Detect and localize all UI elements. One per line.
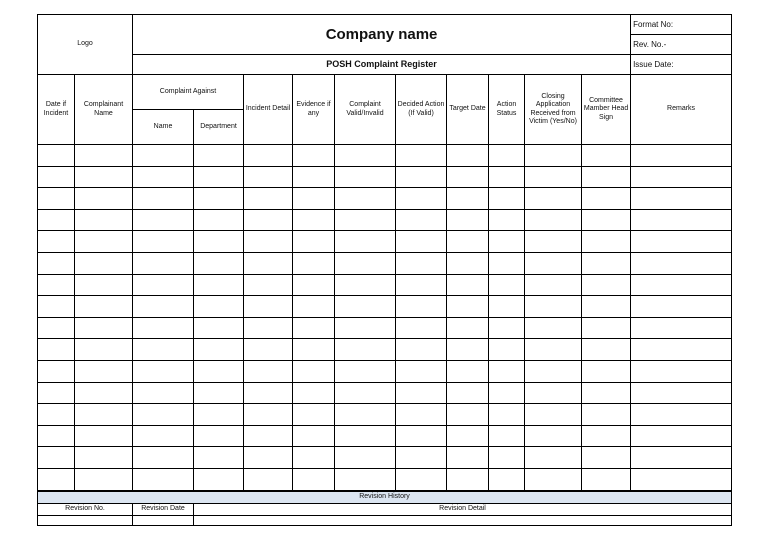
table-cell[interactable] [244, 188, 293, 210]
table-cell[interactable] [396, 231, 447, 253]
table-row [38, 166, 732, 188]
table-cell[interactable] [447, 231, 489, 253]
table-cell[interactable] [293, 339, 335, 361]
table-cell[interactable] [631, 339, 732, 361]
table-row [38, 231, 732, 253]
table-cell[interactable] [133, 166, 194, 188]
col-department: Department [194, 110, 244, 145]
col-evidence: Evidence if any [293, 75, 335, 145]
table-cell[interactable] [293, 425, 335, 447]
table-cell[interactable] [293, 274, 335, 296]
table-cell[interactable] [447, 166, 489, 188]
table-cell[interactable] [75, 404, 133, 426]
table-cell[interactable] [396, 404, 447, 426]
table-row [38, 404, 732, 426]
table-cell[interactable] [293, 317, 335, 339]
table-cell[interactable] [489, 145, 525, 167]
table-cell[interactable] [447, 274, 489, 296]
table-cell[interactable] [133, 252, 194, 274]
table-cell[interactable] [133, 317, 194, 339]
col-committee-member: Committee Mamber Head Sign [582, 75, 631, 145]
table-cell[interactable] [631, 145, 732, 167]
table-cell[interactable] [631, 447, 732, 469]
table-cell[interactable] [582, 231, 631, 253]
revision-table [37, 491, 732, 526]
table-cell[interactable] [38, 382, 75, 404]
table-cell[interactable] [75, 296, 133, 318]
table-cell[interactable] [489, 188, 525, 210]
table-row [38, 447, 732, 469]
table-cell[interactable] [525, 274, 582, 296]
table-cell[interactable] [244, 209, 293, 231]
issue-date: Issue Date: [631, 55, 732, 75]
table-cell[interactable] [489, 447, 525, 469]
table-cell[interactable] [194, 188, 244, 210]
table-cell[interactable] [244, 231, 293, 253]
table-cell[interactable] [38, 188, 75, 210]
table-cell[interactable] [335, 145, 396, 167]
table-cell[interactable] [293, 166, 335, 188]
table-cell[interactable] [133, 468, 194, 490]
table-cell[interactable] [244, 166, 293, 188]
table-cell[interactable] [38, 145, 75, 167]
table-cell[interactable] [194, 468, 244, 490]
table-cell[interactable] [293, 188, 335, 210]
table-cell[interactable] [75, 360, 133, 382]
table-cell[interactable] [244, 296, 293, 318]
table-cell[interactable] [38, 447, 75, 469]
table-cell[interactable] [38, 274, 75, 296]
table-cell[interactable] [447, 145, 489, 167]
table-cell[interactable] [38, 468, 75, 490]
table-cell[interactable] [447, 382, 489, 404]
table-cell[interactable] [244, 382, 293, 404]
col-complaint-valid: Complaint Valid/Invalid [335, 75, 396, 145]
table-cell[interactable] [38, 425, 75, 447]
table-cell[interactable] [582, 425, 631, 447]
table-cell[interactable] [489, 252, 525, 274]
table-cell[interactable] [631, 252, 732, 274]
table-cell[interactable] [194, 274, 244, 296]
table-cell[interactable] [133, 360, 194, 382]
table-cell[interactable] [582, 252, 631, 274]
table-cell[interactable] [447, 317, 489, 339]
table-cell[interactable] [447, 447, 489, 469]
table-cell[interactable] [194, 404, 244, 426]
table-cell[interactable] [293, 145, 335, 167]
table-cell[interactable] [335, 231, 396, 253]
table-cell[interactable] [133, 404, 194, 426]
col-remarks: Remarks [631, 75, 732, 145]
table-cell[interactable] [396, 468, 447, 490]
table-cell[interactable] [194, 317, 244, 339]
table-row [38, 339, 732, 361]
table-cell[interactable] [582, 166, 631, 188]
table-cell[interactable] [75, 166, 133, 188]
table-cell[interactable] [396, 274, 447, 296]
table-cell[interactable] [525, 382, 582, 404]
rev-no: Rev. No.- [631, 35, 732, 55]
table-cell[interactable] [582, 145, 631, 167]
table-row [38, 382, 732, 404]
col-name: Name [133, 110, 194, 145]
company-name: Company name [133, 15, 631, 55]
table-row [38, 468, 732, 490]
table-cell[interactable] [525, 317, 582, 339]
table-cell[interactable] [582, 296, 631, 318]
table-cell[interactable] [525, 166, 582, 188]
table-cell[interactable] [293, 231, 335, 253]
table-cell[interactable] [489, 231, 525, 253]
table-cell[interactable] [38, 231, 75, 253]
table-cell[interactable] [489, 317, 525, 339]
table-cell[interactable] [133, 382, 194, 404]
posh-register-sheet [37, 14, 731, 526]
table-cell[interactable] [335, 425, 396, 447]
table-cell[interactable] [335, 404, 396, 426]
table-cell[interactable] [396, 447, 447, 469]
table-cell[interactable] [447, 252, 489, 274]
table-row [38, 317, 732, 339]
table-row [38, 252, 732, 274]
table-cell[interactable] [75, 425, 133, 447]
table-cell[interactable] [75, 468, 133, 490]
table-cell[interactable] [489, 274, 525, 296]
table-cell[interactable] [194, 252, 244, 274]
table-row [38, 188, 732, 210]
table-cell[interactable] [489, 209, 525, 231]
table-cell[interactable] [489, 166, 525, 188]
table-cell[interactable] [631, 382, 732, 404]
table-cell[interactable] [133, 447, 194, 469]
table-cell[interactable] [582, 360, 631, 382]
table-cell[interactable] [244, 360, 293, 382]
table-cell[interactable] [489, 425, 525, 447]
table-cell[interactable] [244, 404, 293, 426]
table-cell[interactable] [293, 360, 335, 382]
table-cell[interactable] [293, 209, 335, 231]
table-cell[interactable] [335, 317, 396, 339]
table-cell[interactable] [582, 382, 631, 404]
table-row [38, 274, 732, 296]
col-date-of-incident: Date if Incident [38, 75, 75, 145]
table-cell[interactable] [38, 166, 75, 188]
table-cell[interactable] [194, 231, 244, 253]
table-cell[interactable] [631, 274, 732, 296]
revision-no-cell[interactable] [38, 515, 133, 525]
col-complainant-name: Complainant Name [75, 75, 133, 145]
format-no: Format No: [631, 15, 732, 35]
table-cell[interactable] [582, 339, 631, 361]
table-cell[interactable] [489, 382, 525, 404]
table-cell[interactable] [75, 231, 133, 253]
table-cell[interactable] [335, 209, 396, 231]
table-cell[interactable] [335, 468, 396, 490]
table-cell[interactable] [631, 468, 732, 490]
table-cell[interactable] [194, 296, 244, 318]
table-cell[interactable] [631, 425, 732, 447]
table-cell[interactable] [582, 447, 631, 469]
table-cell[interactable] [194, 145, 244, 167]
table-cell[interactable] [525, 252, 582, 274]
table-cell[interactable] [525, 231, 582, 253]
table-cell[interactable] [489, 468, 525, 490]
table-cell[interactable] [447, 296, 489, 318]
table-cell[interactable] [38, 317, 75, 339]
table-cell[interactable] [525, 425, 582, 447]
table-cell[interactable] [489, 360, 525, 382]
table-cell[interactable] [582, 274, 631, 296]
table-cell[interactable] [194, 382, 244, 404]
table-cell[interactable] [244, 145, 293, 167]
table-cell[interactable] [133, 339, 194, 361]
table-cell[interactable] [396, 145, 447, 167]
table-cell[interactable] [582, 209, 631, 231]
table-cell[interactable] [75, 447, 133, 469]
table-cell[interactable] [396, 339, 447, 361]
table-cell[interactable] [631, 166, 732, 188]
table-cell[interactable] [631, 296, 732, 318]
table-cell[interactable] [447, 339, 489, 361]
table-cell[interactable] [335, 339, 396, 361]
table-cell[interactable] [244, 274, 293, 296]
table-cell[interactable] [194, 209, 244, 231]
table-cell[interactable] [293, 404, 335, 426]
table-cell[interactable] [525, 145, 582, 167]
table-cell[interactable] [396, 317, 447, 339]
table-cell[interactable] [525, 447, 582, 469]
table-cell[interactable] [38, 252, 75, 274]
table-cell[interactable] [293, 468, 335, 490]
table-cell[interactable] [335, 252, 396, 274]
table-cell[interactable] [194, 447, 244, 469]
table-cell[interactable] [489, 296, 525, 318]
table-cell[interactable] [582, 404, 631, 426]
table-cell[interactable] [447, 360, 489, 382]
table-cell[interactable] [447, 425, 489, 447]
table-cell[interactable] [489, 339, 525, 361]
col-action-status: Action Status [489, 75, 525, 145]
table-cell[interactable] [38, 339, 75, 361]
table-cell[interactable] [525, 360, 582, 382]
table-cell[interactable] [38, 360, 75, 382]
table-cell[interactable] [525, 404, 582, 426]
table-cell[interactable] [194, 360, 244, 382]
table-row [38, 360, 732, 382]
table-cell[interactable] [75, 188, 133, 210]
table-cell[interactable] [38, 296, 75, 318]
table-cell[interactable] [631, 231, 732, 253]
col-decided-action: Decided Action (If Valid) [396, 75, 447, 145]
table-cell[interactable] [133, 231, 194, 253]
table-row [38, 296, 732, 318]
table-cell[interactable] [244, 252, 293, 274]
revision-no-header: Revision No. [38, 503, 133, 515]
table-cell[interactable] [75, 252, 133, 274]
table-cell[interactable] [75, 382, 133, 404]
table-cell[interactable] [631, 209, 732, 231]
table-cell[interactable] [631, 404, 732, 426]
table-cell[interactable] [133, 145, 194, 167]
table-cell[interactable] [396, 382, 447, 404]
col-closing-application: Closing Application Received from Victim (Yes/No) [525, 75, 582, 145]
table-cell[interactable] [631, 188, 732, 210]
table-cell[interactable] [133, 296, 194, 318]
table-cell[interactable] [194, 339, 244, 361]
table-cell[interactable] [582, 468, 631, 490]
table-cell[interactable] [293, 296, 335, 318]
revision-date-cell[interactable] [133, 515, 194, 525]
table-cell[interactable] [447, 188, 489, 210]
table-cell[interactable] [38, 209, 75, 231]
table-cell[interactable] [396, 166, 447, 188]
table-cell[interactable] [396, 425, 447, 447]
table-cell[interactable] [133, 425, 194, 447]
table-cell[interactable] [335, 274, 396, 296]
table-cell[interactable] [335, 360, 396, 382]
revision-detail-header: Revision Detail [194, 503, 732, 515]
revision-detail-cell[interactable] [194, 515, 732, 525]
table-cell[interactable] [396, 209, 447, 231]
table-cell[interactable] [525, 468, 582, 490]
table-cell[interactable] [75, 339, 133, 361]
table-cell[interactable] [244, 447, 293, 469]
table-cell[interactable] [525, 209, 582, 231]
table-cell[interactable] [244, 425, 293, 447]
table-cell[interactable] [335, 382, 396, 404]
table-cell[interactable] [194, 166, 244, 188]
table-cell[interactable] [244, 339, 293, 361]
table-cell[interactable] [75, 317, 133, 339]
table-row [38, 425, 732, 447]
table-cell[interactable] [525, 188, 582, 210]
table-cell[interactable] [396, 296, 447, 318]
table-cell[interactable] [244, 317, 293, 339]
table-cell[interactable] [75, 209, 133, 231]
table-cell[interactable] [396, 188, 447, 210]
table-cell[interactable] [335, 296, 396, 318]
table-cell[interactable] [335, 188, 396, 210]
table-cell[interactable] [396, 252, 447, 274]
table-cell[interactable] [447, 209, 489, 231]
table-cell[interactable] [293, 252, 335, 274]
logo-cell: Logo [38, 15, 133, 75]
table-cell[interactable] [293, 382, 335, 404]
table-cell[interactable] [447, 404, 489, 426]
table-cell[interactable] [582, 317, 631, 339]
revision-history: Revision History [38, 491, 732, 503]
table-cell[interactable] [582, 188, 631, 210]
table-cell[interactable] [525, 296, 582, 318]
table-cell[interactable] [631, 360, 732, 382]
table-cell[interactable] [335, 166, 396, 188]
table-row [38, 145, 732, 167]
revision-date-header: Revision Date [133, 503, 194, 515]
table-cell[interactable] [631, 317, 732, 339]
col-complaint-against: Complaint Against [133, 75, 244, 110]
table-cell[interactable] [335, 447, 396, 469]
table-cell[interactable] [75, 145, 133, 167]
table-cell[interactable] [525, 339, 582, 361]
table-cell[interactable] [38, 404, 75, 426]
table-cell[interactable] [133, 274, 194, 296]
table-row [38, 209, 732, 231]
table-cell[interactable] [133, 188, 194, 210]
table-cell[interactable] [447, 468, 489, 490]
table-cell[interactable] [75, 274, 133, 296]
col-target-date: Target Date [447, 75, 489, 145]
table-cell[interactable] [396, 360, 447, 382]
table-cell[interactable] [244, 468, 293, 490]
register-table [37, 14, 732, 491]
table-cell[interactable] [293, 447, 335, 469]
col-incident-detail: Incident Detail [244, 75, 293, 145]
table-cell[interactable] [489, 404, 525, 426]
table-cell[interactable] [133, 209, 194, 231]
table-cell[interactable] [194, 425, 244, 447]
register-title: POSH Complaint Register [133, 55, 631, 75]
